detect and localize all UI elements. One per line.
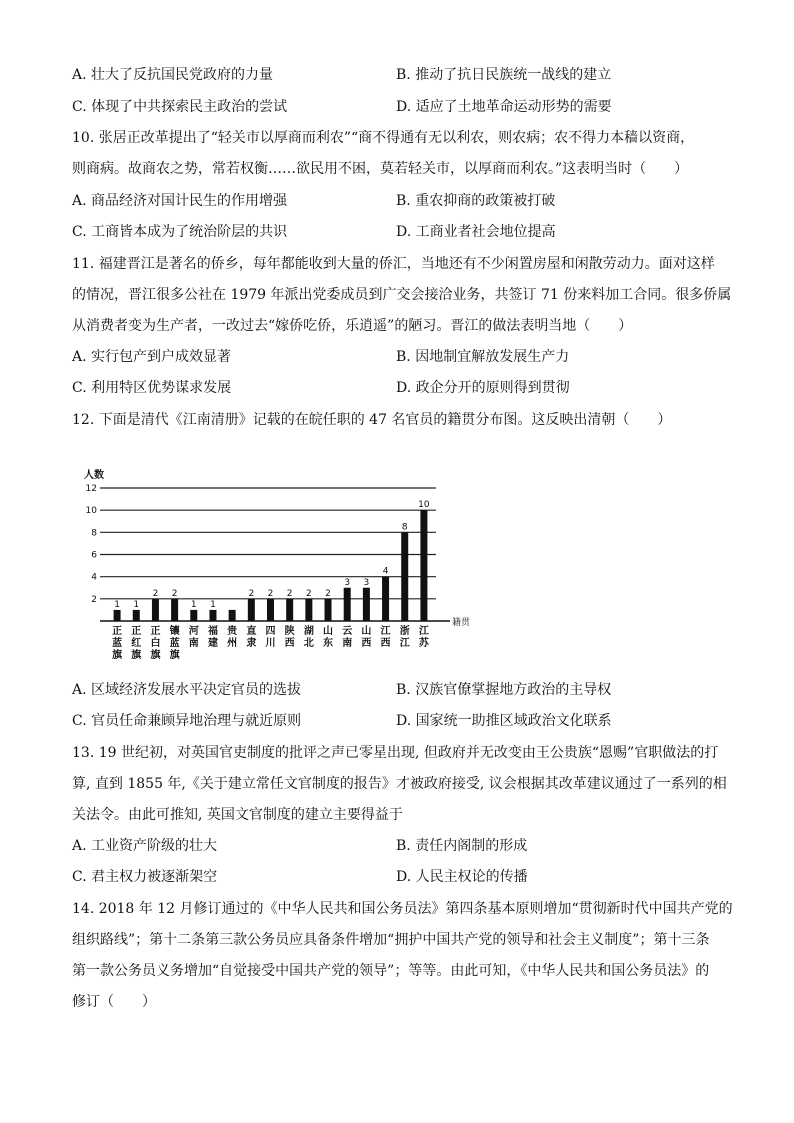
category-label: 江西 [380, 626, 391, 649]
category-label: 正红旗 [131, 626, 142, 661]
category-label: 四川 [265, 626, 276, 649]
bar-value-label: 4 [382, 566, 389, 577]
q12-option-b: B. 汉族官僚掌握地方政治的主导权 [396, 682, 612, 698]
q11-option-a: A. 实行包产到户成效显著 [72, 349, 232, 365]
q9-option-c: C. 体现了中共探索民主政治的尝试 [72, 99, 288, 115]
bar [420, 510, 427, 621]
bar [152, 599, 159, 621]
q10-stem-line2: 则商病。故商农之势，常若权衡……欲民用不困，莫若轻关市，以厚商而利农。”这表明当时（ ） [72, 161, 689, 177]
bar [305, 599, 312, 621]
q14-stem-line3: 第一款公务员义务增加“自觉接受中国共产党的领导”；等等。由此可知，《中华人民共和国公务员法》的 [72, 963, 710, 979]
bar-value-label: 1 [114, 599, 120, 610]
bar [382, 577, 389, 621]
q10-option-b: B. 重农抑商的政策被打破 [396, 193, 556, 209]
q12-stem: 12. 下面是清代《江南清册》记载的在皖任职的 47 名官员的籍贯分布图。这反映出清朝（ ） [72, 412, 672, 428]
category-label: 正蓝旗 [112, 626, 123, 661]
q11-stem-line1: 11. 福建晋江是著名的侨乡，每年都能收到大量的侨汇，当地还有不少闲置房屋和闲散劳动力。面对这样 [72, 256, 715, 272]
official-origin-chart [80, 466, 470, 676]
bar [363, 588, 370, 621]
y-tick-label: 4 [91, 572, 97, 583]
bar [267, 599, 274, 621]
bar-value-label: 2 [152, 588, 159, 599]
category-label: 河南 [188, 626, 199, 649]
q13-option-c: C. 君主权力被逐渐架空 [72, 869, 218, 885]
q13-option-a: A. 工业资产阶级的壮大 [72, 838, 218, 854]
q12-option-c: C. 官员任命兼顾异地治理与就近原则 [72, 713, 302, 729]
category-label: 陕西 [284, 626, 295, 649]
category-label: 镶蓝旗 [169, 626, 180, 661]
bar [248, 599, 255, 621]
q14-stem-line1: 14. 2018 年 12 月修订通过的《中华人民共和国公务员法》第四条基本原则增加“贯彻新时代中国共产党的 [72, 901, 733, 917]
bar-value-label: 8 [401, 522, 408, 533]
q9-option-b: B. 推动了抗日民族统一战线的建立 [396, 67, 612, 83]
bar-value-label: 1 [210, 599, 216, 610]
bar-value-label: 2 [325, 588, 331, 599]
bar [344, 588, 351, 621]
bar [133, 610, 140, 621]
y-tick-label: 10 [85, 506, 97, 517]
bar [171, 599, 178, 621]
bar [190, 610, 197, 621]
bar-value-label: 2 [286, 588, 293, 599]
q13-stem-line2: 算, 直到 1855 年,《关于建立常任文官制度的报告》才被政府接受, 议会根据其改革建议通过了一系列的相 [72, 776, 727, 792]
q9-option-d: D. 适应了土地革命运动形势的需要 [396, 99, 612, 115]
q11-option-b: B. 因地制宜解放发展生产力 [396, 349, 570, 365]
category-label: 山西 [361, 626, 372, 649]
bar-value-label: 10 [418, 500, 430, 511]
q14-stem-line4: 修订（ ） [72, 994, 156, 1010]
category-label: 湖北 [303, 626, 314, 649]
q11-option-c: C. 利用特区优势谋求发展 [72, 380, 232, 396]
q13-option-d: D. 人民主权论的传播 [396, 869, 528, 885]
q12-option-d: D. 国家统一助推区域政治文化联系 [396, 713, 612, 729]
bar [209, 610, 216, 621]
q10-option-d: D. 工商业者社会地位提高 [396, 224, 556, 240]
q11-stem-line3: 从消费者变为生产者，一改过去“嫁侨吃侨，乐逍遥”的陋习。晋江的做法表明当地（ ） [72, 318, 633, 334]
q9-option-a: A. 壮大了反抗国民党政府的力量 [72, 67, 274, 83]
bar-value-label: 2 [305, 588, 312, 599]
x-axis-label: 籍贯 [452, 618, 470, 628]
category-label: 浙江 [399, 626, 410, 649]
q13-stem-line1: 13. 19 世纪初，对英国官吏制度的批评之声已零星出现, 但政府并无改变由王公贵族“恩赐”官职做法的打 [72, 745, 719, 761]
bar-value-label: 3 [363, 577, 370, 588]
bar-chart-svg [80, 466, 470, 676]
bar-value-label: 2 [171, 588, 178, 599]
q10-stem-line1: 10. 张居正改革提出了“轻关市以厚商而利农”“商不得通有无以利农，则农病；农不得力本穑以资商， [72, 130, 695, 146]
category-label: 直隶 [246, 626, 257, 649]
bar [325, 599, 332, 621]
q11-option-d: D. 政企分开的原则得到贯彻 [396, 380, 570, 396]
category-label: 贵州 [227, 626, 238, 649]
q13-stem-line3: 关法令。由此可推知, 英国文官制度的建立主要得益于 [72, 807, 403, 823]
bar-value-label: 2 [267, 588, 274, 599]
y-tick-label: 6 [91, 550, 97, 561]
category-label: 福建 [207, 626, 218, 649]
category-label: 云南 [342, 626, 353, 649]
y-tick-label: 2 [91, 594, 97, 605]
q11-stem-line2: 的情况，晋江很多公社在 1979 年派出党委成员到广交会接洽业务，共签订 71 份来料加工合同。很多侨属 [72, 287, 732, 303]
category-label: 江苏 [418, 626, 429, 649]
bar [401, 532, 408, 621]
q14-stem-line2: 组织路线”；第十二条第三款公务员应具备条件增加“拥护中国共产党的领导和社会主义制度”；第十三条 [72, 932, 710, 948]
bar-value-label: 1 [190, 599, 197, 610]
y-tick-label: 8 [91, 528, 97, 539]
category-label: 山东 [323, 626, 334, 649]
bar-value-label: 1 [133, 599, 140, 610]
y-tick-label: 12 [85, 484, 97, 494]
q10-option-a: A. 商品经济对国计民生的作用增强 [72, 193, 288, 209]
q12-option-a: A. 区域经济发展水平决定官员的选拔 [72, 682, 302, 698]
bar [229, 610, 236, 621]
q10-option-c: C. 工商皆本成为了统治阶层的共识 [72, 224, 288, 240]
bar [114, 610, 121, 621]
q13-option-b: B. 责任内阁制的形成 [396, 838, 528, 854]
category-label: 正白旗 [150, 626, 161, 661]
bar-value-label: 2 [248, 588, 255, 599]
bar-value-label: 3 [344, 577, 351, 588]
bar [286, 599, 293, 621]
y-axis-label: 人数 [84, 470, 104, 481]
